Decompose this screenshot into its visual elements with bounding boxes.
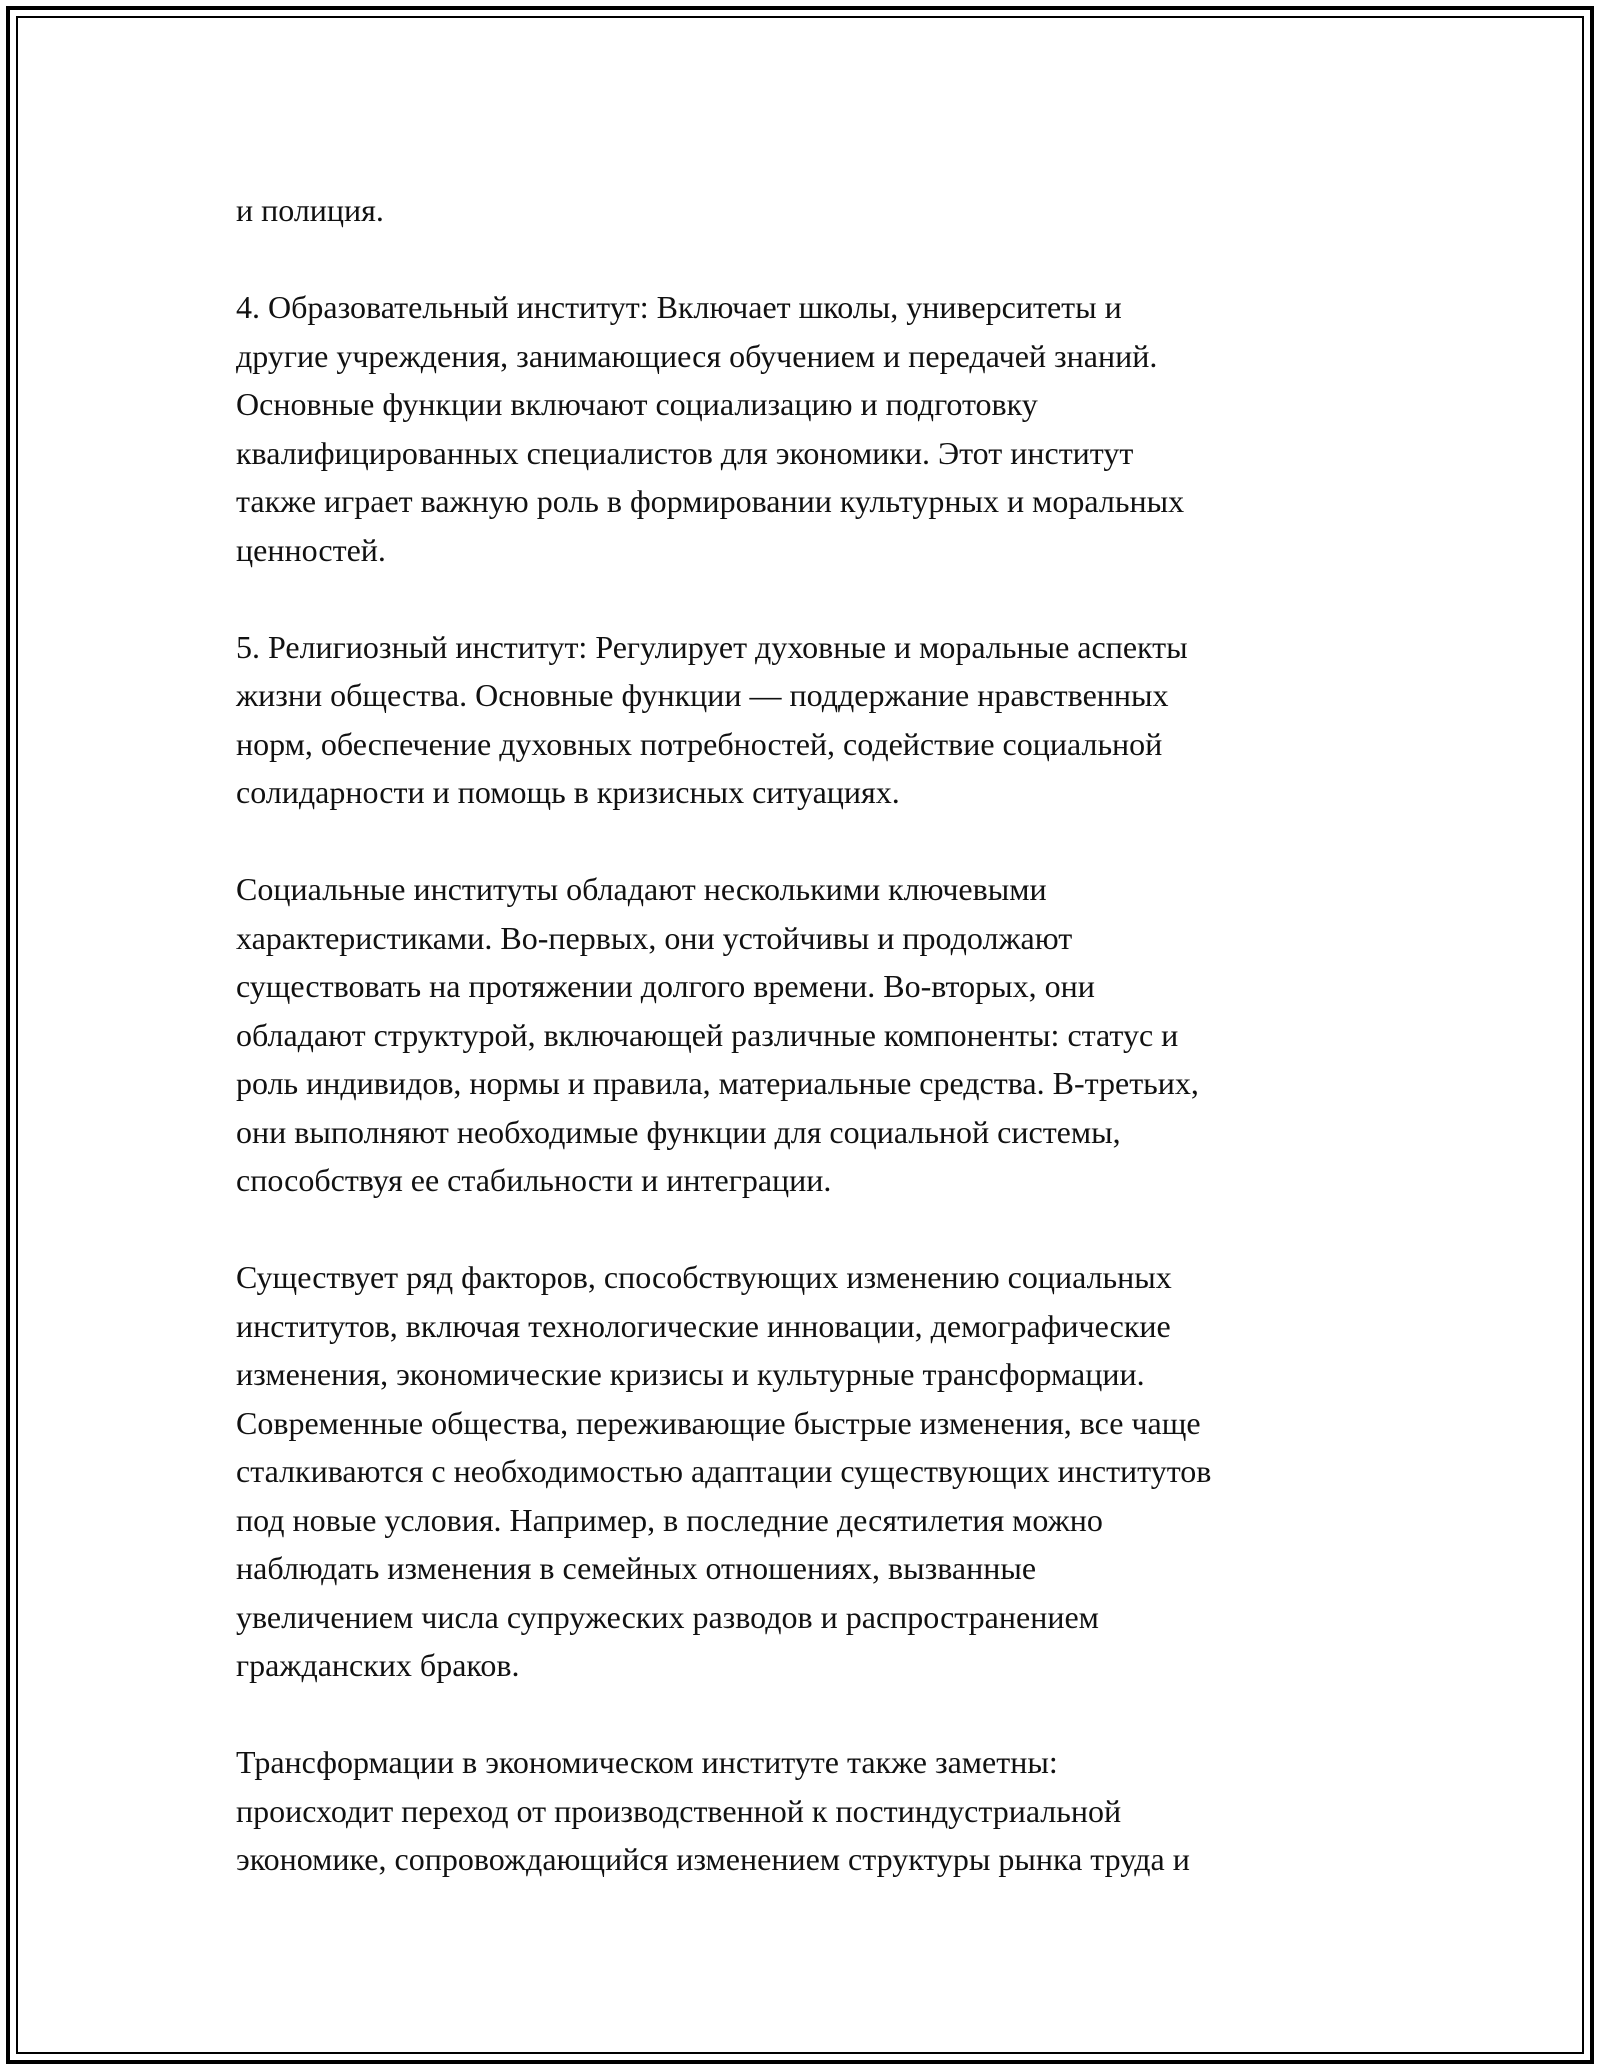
text-line: характеристиками. Во-первых, они устойчивы и продолжают xyxy=(236,919,1073,956)
text-line: Трансформации в экономическом институте также заметны: xyxy=(236,1744,1058,1780)
text-line: также играет важную роль в формировании культурных и моральных xyxy=(236,483,1185,519)
text-line: Современные общества, переживающие быстрые изменения, все чаще xyxy=(236,1404,1201,1441)
text-line: они выполняют необходимые функции для социальной системы, xyxy=(236,1113,1121,1150)
text-line: под новые условия. Например, в последние десятилетия можно xyxy=(236,1501,1103,1538)
document-body xyxy=(236,186,1376,1884)
paragraph-religious-institution xyxy=(236,623,1376,817)
text-line: ценностей. xyxy=(236,531,386,568)
text-line: изменения, экономические кризисы и культурные трансформации. xyxy=(236,1356,1145,1392)
text-line: 4. Образовательный институт: Включает школы, университеты и xyxy=(236,289,1122,325)
text-line: Социальные институты обладают несколькими ключевыми xyxy=(236,871,1047,907)
text-line: увеличением числа супружеских разводов и распространением xyxy=(236,1598,1099,1635)
text-line: экономике, сопровождающийся изменением структуры рынка труда и xyxy=(236,1841,1190,1877)
text-line: обладают структурой, включающей различные компоненты: статус и xyxy=(236,1016,1179,1053)
text-line: Основные функции включают социализацию и подготовку xyxy=(236,386,1038,422)
text-line: другие учреждения, занимающиеся обучением и передачей знаний. xyxy=(236,337,1158,374)
paragraph-change-factors xyxy=(236,1253,1376,1690)
paragraph-institution-characteristics xyxy=(236,865,1376,1205)
text-line: происходит переход от производственной к постиндустриальной xyxy=(236,1792,1122,1829)
text-line: способствуя ее стабильности и интеграции. xyxy=(236,1162,832,1198)
paragraph-economic-transformation xyxy=(236,1738,1376,1884)
text-line: жизни общества. Основные функции — поддержание нравственных xyxy=(236,677,1169,713)
text-line: Существует ряд факторов, способствующих изменению социальных xyxy=(236,1259,1172,1295)
text-line: роль индивидов, нормы и правила, материальные средства. В-третьих, xyxy=(236,1065,1199,1101)
text-line: 5. Религиозный институт: Регулирует духовные и моральные аспекты xyxy=(236,628,1188,665)
text-line: норм, обеспечение духовных потребностей, содействие социальной xyxy=(236,725,1163,762)
text-line: сталкиваются с необходимостью адаптации существующих институтов xyxy=(236,1453,1212,1489)
text-line: существовать на протяжении долгого времени. Во-вторых, они xyxy=(236,968,1095,1004)
text-line: солидарности и помощь в кризисных ситуациях. xyxy=(236,774,900,810)
text-line: институтов, включая технологические инновации, демографические xyxy=(236,1307,1171,1344)
text-line: гражданских браков. xyxy=(236,1647,520,1683)
text-line: и полиция. xyxy=(236,192,384,228)
text-line: наблюдать изменения в семейных отношениях, вызванные xyxy=(236,1550,1037,1586)
text-line: квалифицированных специалистов для экономики. Этот институт xyxy=(236,434,1134,471)
paragraph-educational-institution xyxy=(236,283,1376,574)
paragraph-continuation xyxy=(236,186,1376,235)
